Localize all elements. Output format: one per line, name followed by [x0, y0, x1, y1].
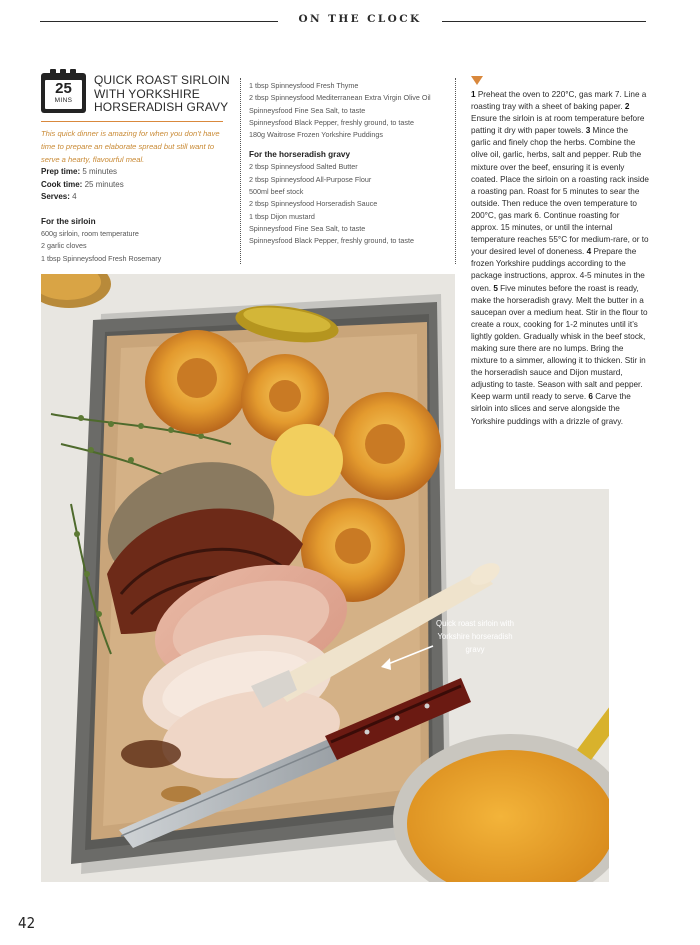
header-rule-left: [40, 21, 278, 22]
section-header: [40, 13, 646, 29]
ingredient-item: 2 tbsp Spinneysfood Mediterranean Extra Virgin Olive Oil: [249, 93, 431, 103]
ingredients-column: [249, 80, 449, 248]
step-number: 2: [624, 102, 630, 112]
step-number: 6: [588, 392, 593, 402]
method-step: [471, 284, 648, 402]
ingredient-item: Spinneysfood Fine Sea Salt, to taste: [249, 105, 366, 115]
step-text: Prepare the frozen Yorkshire puddings according to the package instructions, approx. 4-5 minutes in the oven.: [471, 247, 645, 293]
prep-time: [41, 166, 124, 179]
step-number: 3: [585, 126, 591, 136]
ingredient-item: Spinneysfood Black Pepper, freshly ground, to taste: [249, 236, 415, 246]
timer-icon: [41, 73, 86, 113]
prep-label: Prep time:: [41, 167, 81, 176]
serves-value: 4: [72, 192, 77, 201]
step-text: Mince the garlic and finely chop the herbs. Combine the olive oil, garlic, herbs, salt and pepper. Rub the mixture over the beef, ensuring it is evenly coated. Place the sirloin on a roasting rack inside a roasting pan. Roast for 5 minutes to sear the outside. Then reduce the oven temperature to 200°C, gas mark 6. Continue roasting for approx. 15 minutes, or until the internal temperature reaches 55°C for medium-rare, or to your desired level of doneness.: [471, 126, 649, 257]
page-number: 42: [18, 914, 36, 932]
ingredient-item: 600g sirloin, room temperature: [41, 229, 139, 238]
photo-caption: Quick roast sirloin with Yorkshire horseradish gravy: [436, 619, 514, 654]
ingredient-item: 2 tbsp Spinneysfood All-Purpose Flour: [249, 174, 372, 184]
serves: [41, 191, 124, 204]
column-divider: [455, 78, 456, 264]
ingredient-item: 2 tbsp Spinneysfood Salted Butter: [249, 162, 358, 172]
step-number: 4: [586, 247, 592, 257]
ingredient-item: 180g Waitrose Frozen Yorkshire Puddings: [249, 130, 383, 140]
cook-label: Cook time:: [41, 179, 83, 189]
timer-knob: [70, 69, 76, 74]
step-number: 5: [493, 283, 498, 293]
ingredient-item: 2 tbsp Spinneysfood Horseradish Sauce: [249, 199, 378, 209]
step-text: Five minutes before the roast is ready, make the horseradish gravy. Melt the butter in a saucepan over a medium heat. Stir in the flour to create a roux, cooking for 1-2 minutes until it’s lightly golden. Gradually whisk in the beef stock, making sure there are no lumps. Bring the mixture to a simmer, allowing it to thicken. Stir in the horseradish sauce and Dijon mustard, adjusting to taste. Season with salt and pepper. Keep warm until ready to serve.: [471, 283, 648, 402]
method-step: [471, 126, 649, 256]
timer-minutes: 25: [55, 80, 72, 97]
recipe-title: QUICK ROAST SIRLOIN WITH YORKSHIRE HORSERADISH GRAVY: [94, 73, 230, 115]
step-text: Carve the sirloin into slices and serve alongside the Yorkshire puddings with a drizzle of gravy.: [471, 392, 631, 426]
method-step: [471, 90, 646, 111]
ingredient-item: 1 tbsp Dijon mustard: [249, 211, 315, 221]
section-title: ON THE CLOCK: [298, 13, 422, 25]
ingredient-item: 1 tbsp Spinneysfood Fresh Thyme: [249, 81, 359, 90]
step-text: Preheat the oven to 220°C, gas mark 7. Line a roasting tray with a sheet of baking paper.: [471, 90, 647, 112]
cook-time: [41, 179, 124, 192]
timer-face: [45, 80, 82, 109]
header-rule-right: [442, 21, 646, 22]
sirloin-heading: For the sirloin: [41, 217, 96, 226]
step-number: 1: [471, 90, 476, 99]
ingredient-item: Spinneysfood Black Pepper, freshly ground, to taste: [249, 117, 415, 127]
step-text: Ensure the sirloin is at room temperature before patting it dry with paper towels.: [471, 114, 645, 136]
recipe-meta: [41, 166, 124, 204]
gravy-heading: For the horseradish gravy: [249, 150, 351, 160]
title-divider: [41, 121, 223, 122]
timer-unit: MINS: [54, 97, 73, 104]
timer-knob: [60, 69, 66, 74]
sirloin-ingredients: [41, 216, 231, 265]
ingredient-item: 2 garlic cloves: [41, 241, 87, 251]
serves-label: Serves:: [41, 192, 70, 201]
prep-value: 5 minutes: [82, 167, 118, 176]
ingredient-item: 1 tbsp Spinneysfood Fresh Rosemary: [41, 253, 162, 263]
ingredient-item: Spinneysfood Fine Sea Salt, to taste: [249, 223, 366, 233]
ingredient-item: 500ml beef stock: [249, 187, 304, 197]
cook-value: 25 minutes: [84, 179, 124, 189]
method-steps: [471, 89, 649, 428]
recipe-intro: This quick dinner is amazing for when you don’t have time to prepare an elaborate spread but still want to serve a hearty, flavourful meal.: [41, 129, 220, 164]
triangle-down-icon: [471, 76, 483, 85]
timer-knob: [50, 69, 56, 74]
column-divider: [240, 78, 241, 264]
